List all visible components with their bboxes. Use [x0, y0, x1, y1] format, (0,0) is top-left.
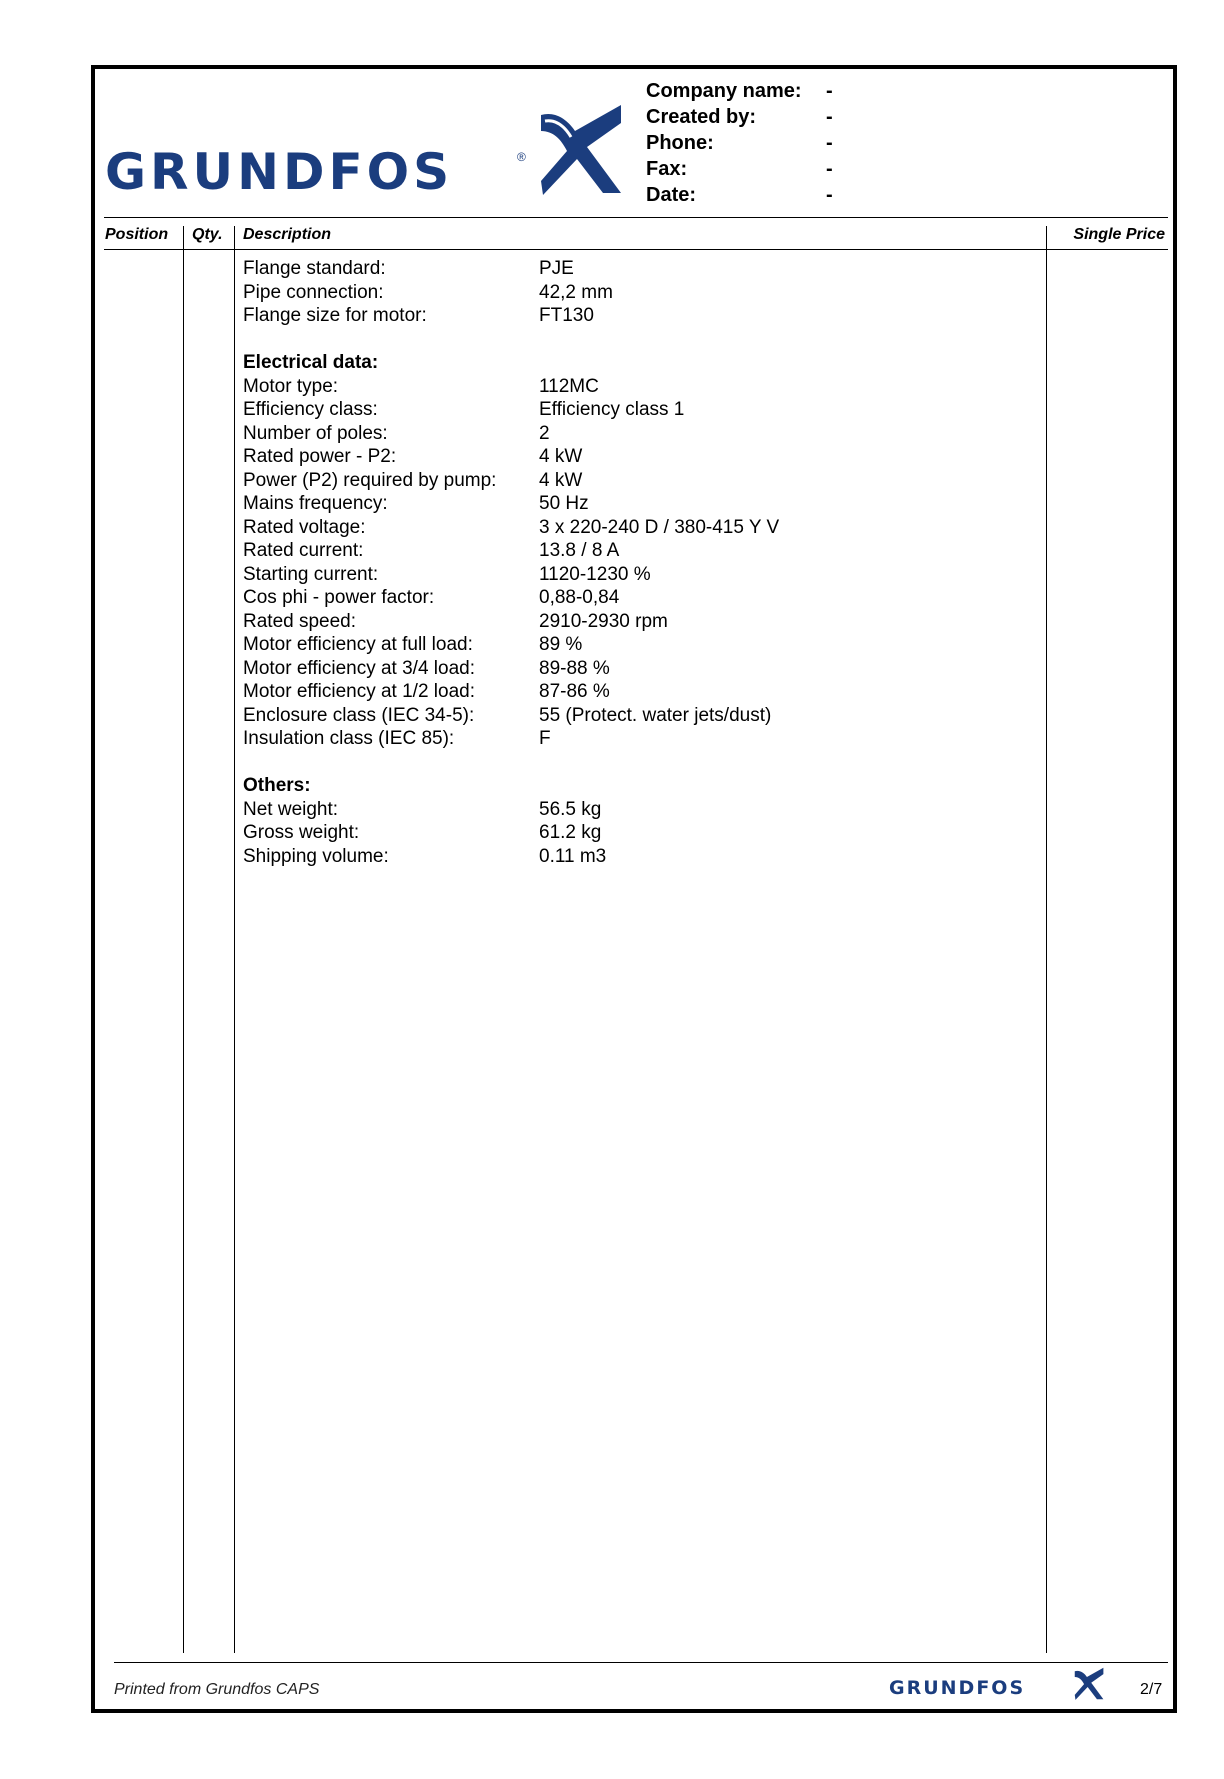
spec-value: 42,2 mm: [539, 281, 613, 303]
spec-label: Shipping volume:: [243, 845, 389, 867]
spec-value: 89 %: [539, 634, 583, 655]
footer-logo: [889, 1667, 1109, 1703]
spec-value: 13.8 / 8 A: [539, 540, 620, 561]
header-row: [646, 104, 833, 130]
spec-value: 0,88-0,84: [539, 587, 620, 608]
grundfos-x-small-icon: [1071, 1667, 1105, 1701]
electrical-row: [243, 680, 779, 704]
spec-value: 2: [539, 422, 550, 444]
spec-value: 87-86 %: [539, 681, 610, 702]
header-label: Date:: [646, 184, 697, 206]
spec-value: 1120-1230 %: [539, 563, 651, 585]
spec-label: Flange standard:: [243, 258, 386, 279]
header-label: Created by:: [646, 106, 757, 128]
registered-mark: ®: [517, 150, 526, 164]
electrical-row: [243, 610, 779, 634]
spec-label: Motor efficiency at 3/4 load:: [243, 657, 475, 679]
electrical-row: [243, 492, 779, 516]
spec-value: 3 x 220-240 D / 380-415 Y V: [539, 516, 780, 538]
electrical-data-heading: Electrical data:: [243, 352, 379, 373]
spec-value: 55 (Protect. water jets/dust): [539, 704, 772, 726]
spec-label: Rated power - P2:: [243, 446, 397, 467]
spec-label: Number of poles:: [243, 422, 388, 444]
others-row: [243, 798, 779, 822]
electrical-row: [243, 516, 779, 540]
grundfos-x-icon: [533, 103, 623, 198]
spec-label: Flange size for motor:: [243, 305, 427, 326]
col-qty: Qty.: [192, 226, 223, 243]
electrical-row: [243, 398, 779, 422]
logo-wordmark: GRUNDFOS: [105, 143, 454, 201]
spec-label: Motor efficiency at 1/2 load:: [243, 681, 475, 702]
electrical-row: [243, 375, 779, 399]
electrical-row: [243, 633, 779, 657]
electrical-row: [243, 586, 779, 610]
spec-label: Enclosure class (IEC 34-5):: [243, 704, 475, 726]
spec-value: 0.11 m3: [539, 845, 607, 867]
spec-label: Power (P2) required by pump:: [243, 469, 497, 491]
general-row: [243, 304, 779, 328]
spec-label: Rated voltage:: [243, 516, 366, 538]
spacer: [243, 751, 779, 775]
spec-value: 2910-2930 rpm: [539, 610, 668, 632]
description-block: [243, 257, 779, 868]
spec-value: 56.5 kg: [539, 798, 602, 820]
col-description: Description: [243, 226, 332, 243]
spec-value: 50 Hz: [539, 493, 589, 514]
spec-value: Efficiency class 1: [539, 399, 685, 420]
spec-label: Starting current:: [243, 563, 379, 585]
header-divider: [104, 217, 1168, 218]
spec-value: 61.2 kg: [539, 822, 602, 843]
footer-divider: [114, 1662, 1168, 1663]
others-row: [243, 845, 779, 869]
electrical-row: [243, 469, 779, 493]
spec-value: 112MC: [539, 375, 599, 397]
page-number: 2/7: [1140, 1681, 1163, 1698]
spec-value: F: [539, 728, 551, 749]
printed-from: Printed from Grundfos CAPS: [114, 1681, 320, 1698]
header-value: -: [826, 184, 833, 206]
spec-label: Motor type:: [243, 375, 339, 397]
spacer: [243, 328, 779, 352]
grundfos-logo: [105, 103, 575, 203]
header-row: [646, 130, 833, 156]
spec-label: Rated speed:: [243, 610, 357, 632]
spec-label: Mains frequency:: [243, 493, 388, 514]
header-value: -: [826, 106, 833, 128]
col-divider-qty: [234, 226, 235, 1653]
spec-label: Rated current:: [243, 540, 364, 561]
electrical-row: [243, 704, 779, 728]
column-header-divider: [104, 249, 1168, 250]
spec-value: 89-88 %: [539, 657, 610, 679]
electrical-row: [243, 445, 779, 469]
electrical-row: [243, 657, 779, 681]
footer-logo-wordmark: GRUNDFOS: [889, 1677, 1026, 1699]
col-position: Position: [105, 226, 169, 243]
general-row: [243, 281, 779, 305]
spec-label: Gross weight:: [243, 822, 360, 843]
electrical-row: [243, 539, 779, 563]
spec-label: Motor efficiency at full load:: [243, 634, 473, 655]
header-label: Phone:: [646, 132, 714, 154]
datasheet-page: [91, 65, 1177, 1713]
spec-label: Net weight:: [243, 798, 339, 820]
spec-value: 4 kW: [539, 469, 583, 491]
col-divider-price: [1046, 226, 1047, 1653]
header-row: [646, 156, 833, 182]
header-value: -: [826, 80, 833, 102]
others-row: [243, 821, 779, 845]
header-row: [646, 78, 833, 104]
spec-label: Insulation class (IEC 85):: [243, 728, 455, 749]
electrical-row: [243, 727, 779, 751]
header-label: Fax:: [646, 158, 688, 180]
spec-value: PJE: [539, 258, 574, 279]
spec-label: Cos phi - power factor:: [243, 587, 435, 608]
spec-label: Pipe connection:: [243, 281, 384, 303]
header-label: Company name:: [646, 80, 802, 102]
spec-value: 4 kW: [539, 446, 583, 467]
electrical-row: [243, 563, 779, 587]
header-value: -: [826, 158, 833, 180]
col-single-price: Single Price: [1073, 226, 1165, 243]
electrical-row: [243, 422, 779, 446]
header-row: [646, 182, 833, 208]
header-value: -: [826, 132, 833, 154]
company-info: [646, 78, 833, 208]
general-row: [243, 257, 779, 281]
col-divider-position: [183, 226, 184, 1653]
others-heading: Others:: [243, 775, 311, 796]
spec-value: FT130: [539, 305, 594, 326]
spec-label: Efficiency class:: [243, 399, 378, 420]
